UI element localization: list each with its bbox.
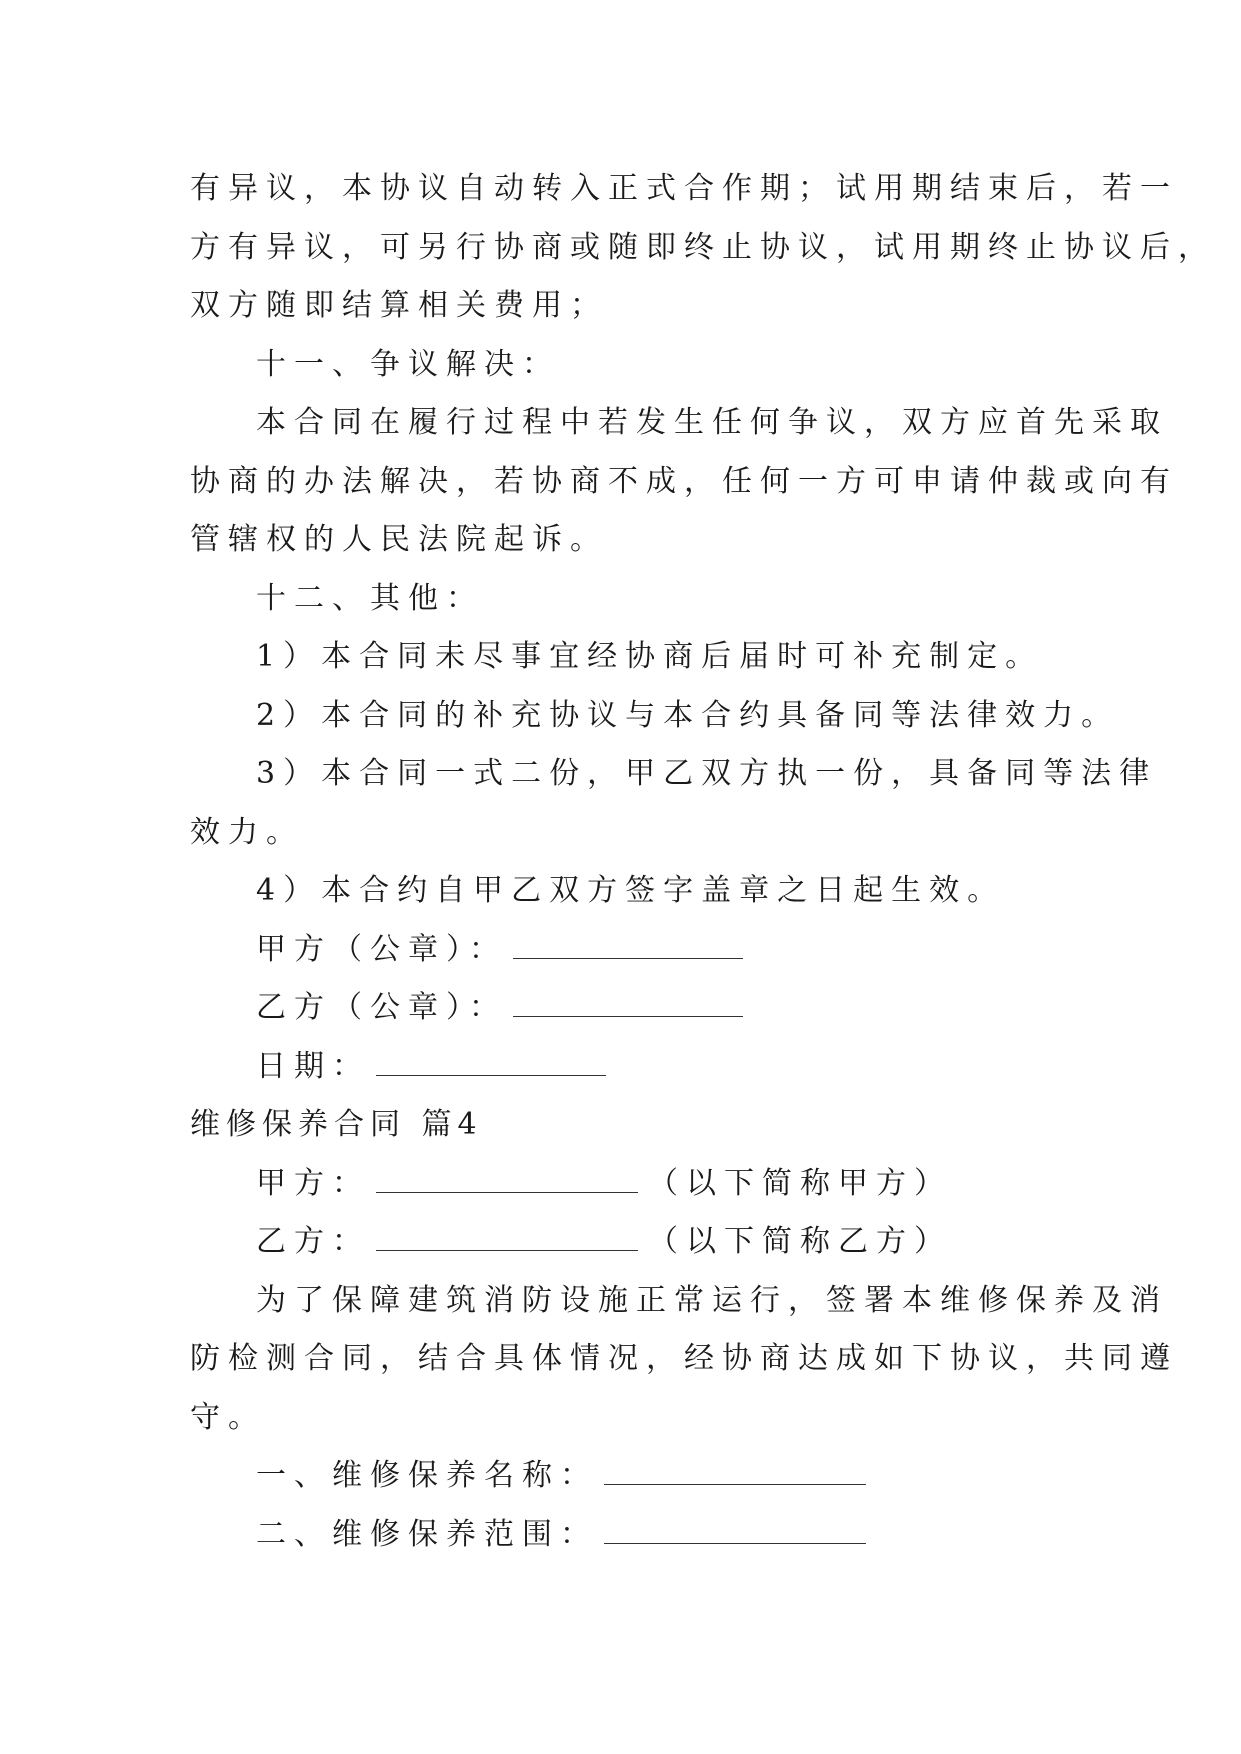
party-a-seal-line: [190, 921, 1050, 980]
intro-line: 防检测合同，结合具体情况，经协商达成如下协议，共同遵: [190, 1341, 1178, 1376]
intro-line: 为了保障建筑消防设施正常运行，签署本维修保养及消: [256, 1282, 1168, 1318]
section-heading-other: 十二、其他：: [256, 580, 484, 616]
item-name-blank: [604, 1460, 866, 1485]
clause-3-continued: 效力。: [190, 814, 304, 850]
clause-2: 2）本合同的补充协议与本合约具备同等法律效力。: [256, 697, 1120, 733]
party-a-blank: [376, 1168, 638, 1193]
paragraph-line: 本合同在履行过程中若发生任何争议，双方应首先采取: [256, 405, 1168, 440]
paragraph-line: 方有异议，可另行协商或随即终止协议，试用期终止协议后，: [190, 229, 1216, 265]
section-title: 维修保养合同 篇4: [190, 1107, 483, 1142]
clause-3: 3）本合同一式二份，甲乙双方执一份，具备同等法律: [256, 756, 1158, 791]
party-b-label: 乙方：: [256, 1224, 370, 1259]
item-name-line: [190, 1447, 1050, 1506]
document-page: [190, 160, 1216, 1564]
party-a-line: [190, 1155, 1050, 1214]
party-b-seal-line: [190, 979, 1050, 1038]
item-scope-blank: [604, 1519, 866, 1544]
item-name-label: 一、维修保养名称：: [256, 1458, 598, 1493]
party-b-seal-label: 乙方（公章）：: [256, 990, 507, 1025]
section-heading-dispute: 十一、争议解决：: [256, 346, 560, 382]
item-scope-label: 二、维修保养范围：: [256, 1516, 598, 1552]
party-a-seal-blank: [513, 934, 743, 959]
date-label: 日期：: [256, 1048, 370, 1084]
item-scope-line: [190, 1506, 1050, 1565]
party-a-label: 甲方：: [256, 1165, 370, 1201]
date-line: [190, 1038, 1050, 1097]
party-a-seal-label: 甲方（公章）：: [256, 931, 507, 967]
date-blank: [376, 1051, 606, 1076]
paragraph-line: 有异议，本协议自动转入正式合作期；试用期结束后，若一: [190, 171, 1178, 206]
party-b-suffix: （以下简称乙方）: [648, 1224, 952, 1259]
intro-line: 守。: [190, 1399, 266, 1435]
paragraph-line: 双方随即结算相关费用；: [190, 288, 608, 323]
paragraph-line: 管辖权的人民法院起诉。: [190, 522, 608, 557]
party-a-suffix: （以下简称甲方）: [648, 1165, 952, 1201]
paragraph-line: 协商的办法解决，若协商不成，任何一方可申请仲裁或向有: [190, 463, 1178, 499]
party-b-blank: [376, 1226, 638, 1251]
party-b-line: [190, 1213, 1050, 1272]
clause-1: 1）本合同未尽事宜经协商后届时可补充制定。: [256, 639, 1044, 674]
clause-4: 4）本合约自甲乙双方签字盖章之日起生效。: [256, 873, 1006, 908]
party-b-seal-blank: [513, 992, 743, 1017]
